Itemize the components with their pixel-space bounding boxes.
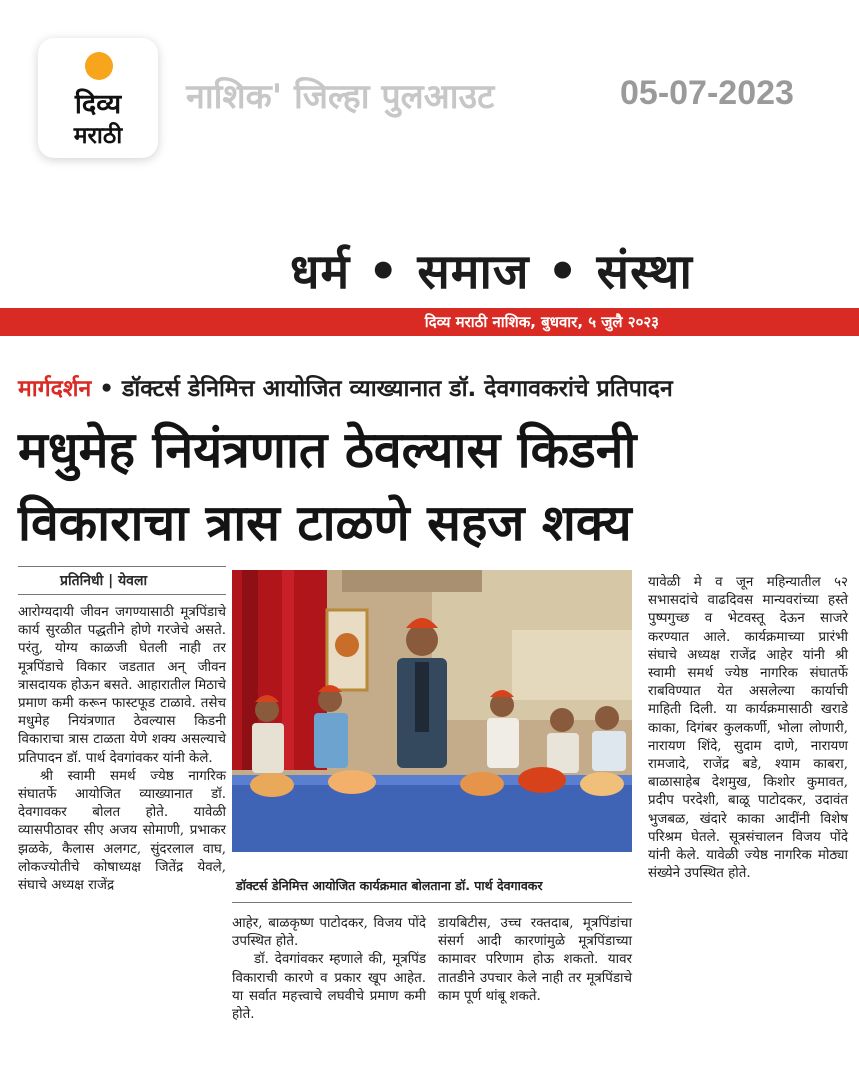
article-column-2: [232, 915, 426, 1024]
byline: प्रतिनिधी | येवला: [60, 573, 148, 589]
sun-logo-icon: [85, 52, 113, 80]
event-photo: [232, 570, 632, 852]
column-1-paragraph-1: आरोग्यदायी जीवन जगण्यासाठी मूत्रपिंडाचे कार्य सुरळीत पद्धतीने होणे गरजेचे असते. परंतु, योग्य काळजी घेतली नाही तर मूत्रपिंडाचे विकार जडतात अन् जीवन त्रासदायक होऊन बसते. आहारातील मिठाचे प्रमाण कमी करून फास्टफूड टाळावे. तसेच मधुमेह नियंत्रणात ठेवल्यास किडनी विकाराचा त्रास टाळता येणे शक्य असल्याचे प्रतिपादन डॉ. पार्थ देवगांवकर यांनी केले.: [18, 605, 226, 766]
edition-date: 05-07-2023: [620, 74, 794, 112]
column-3-paragraph-1: डायबिटीस, उच्च रक्तदाब, मूत्रपिंडांचा संसर्ग आदी कारणांमुळे मूत्रपिंडाच्या कामावर परिणाम होऊ शकतो. यावर तातडीने उपचार केले नाही तर मूत्रपिंडाचे काम पूर्ण थांबू शकते.: [438, 916, 632, 1004]
photo-caption: डॉक्टर्स डेनिमित्त आयोजित कार्यक्रमात बोलताना डॉ. पार्थ देवगावकर: [236, 878, 543, 893]
caption-rule: [232, 902, 632, 903]
article-column-4: [648, 574, 848, 883]
edition-title: नाशिक' जिल्हा पुलआउट: [186, 77, 495, 117]
kicker-text: • डॉक्टर्स डेनिमित्त आयोजित व्याख्यानात डॉ. देवगावकरांचे प्रतिपादन: [91, 376, 673, 402]
section-title: धर्म • समाज • संस्था: [290, 244, 693, 300]
article-column-3: [438, 915, 632, 1006]
byline-top-rule: [18, 566, 226, 567]
headline-line-2: विकाराचा त्रास टाळणे सहज शक्य: [18, 494, 632, 552]
logo-text-line2: मराठी: [73, 123, 123, 149]
band-dateline: दिव्य मराठी नाशिक, बुधवार, ५ जुलै २०२३: [424, 313, 659, 331]
column-2-paragraph-1: आहेर, बाळकृष्ण पाटोदकर, विजय पोंदे उपस्थित होते.: [232, 916, 426, 950]
divya-marathi-logo: [38, 38, 158, 158]
article-column-1: [18, 604, 226, 895]
section-red-band: [0, 308, 859, 336]
column-1-paragraph-2: श्री स्वामी समर्थ ज्येष्ठ नागरिक संघातर्फे आयोजित व्याख्यानात डॉ. देवगावकर बोलत होते. यावेळी व्यासपीठावर सीए अजय सोमाणी, प्रभाकर झळके, कैलास अलगट, सुंदरलाल वाघ, लोकज्योतीचे कोषाध्यक्ष जितेंद्र येवले, संघाचे अध्यक्ष राजेंद्र: [18, 768, 226, 894]
byline-bottom-rule: [18, 594, 226, 595]
headline-line-1: मधुमेह नियंत्रणात ठेवल्यास किडनी: [18, 421, 637, 479]
column-4-paragraph-1: यावेळी मे व जून महिन्यातील ५२ सभासदांचे वाढदिवस मान्यवरांच्या हस्ते पुष्पगुच्छ व भेटवस्तू देऊन साजरे करण्यात आले. कार्यक्रमाच्या प्रारंभी संघाचे अध्यक्ष राजेंद्र आहेर यांनी श्री स्वामी समर्थ ज्येष्ठ नागरिक संघातर्फे राबविण्यात येत असलेल्या कार्याची माहिती दिली. या कार्यक्रमासाठी खराडे काका, दिगंबर कुलकर्णी, भोला लोणारी, नारायण शिंदे, सुदाम दाणे, नारायण रामजादे, राजेंद्र बडे, श्याम काबरा, बाळासाहेब देशमुख, किशोर कुमावत, प्रदीप परदेशी, बाळू पाटोदकर, उदावंत भुजबळ, खंदारे काका आदींनी विशेष परिश्रम घेतले. सूत्रसंचालन विजय पोंदे यांनी केले. यावेळी ज्येष्ठ नागरिक मोठ्या संख्येने उपस्थित होते.: [648, 575, 848, 882]
logo-text-line1: दिव्य: [74, 89, 122, 120]
kicker-label: मार्गदर्शन: [18, 376, 92, 402]
column-2-paragraph-2: डॉ. देवगांवकर म्हणाले की, मूत्रपिंड विकाराची कारणे व प्रकार खूप आहेत. या सर्वात महत्त्वाचे लघवीचे प्रमाण कमी होते.: [232, 952, 426, 1023]
event-photo-illustration: [232, 570, 632, 852]
article-kicker: [18, 371, 673, 403]
